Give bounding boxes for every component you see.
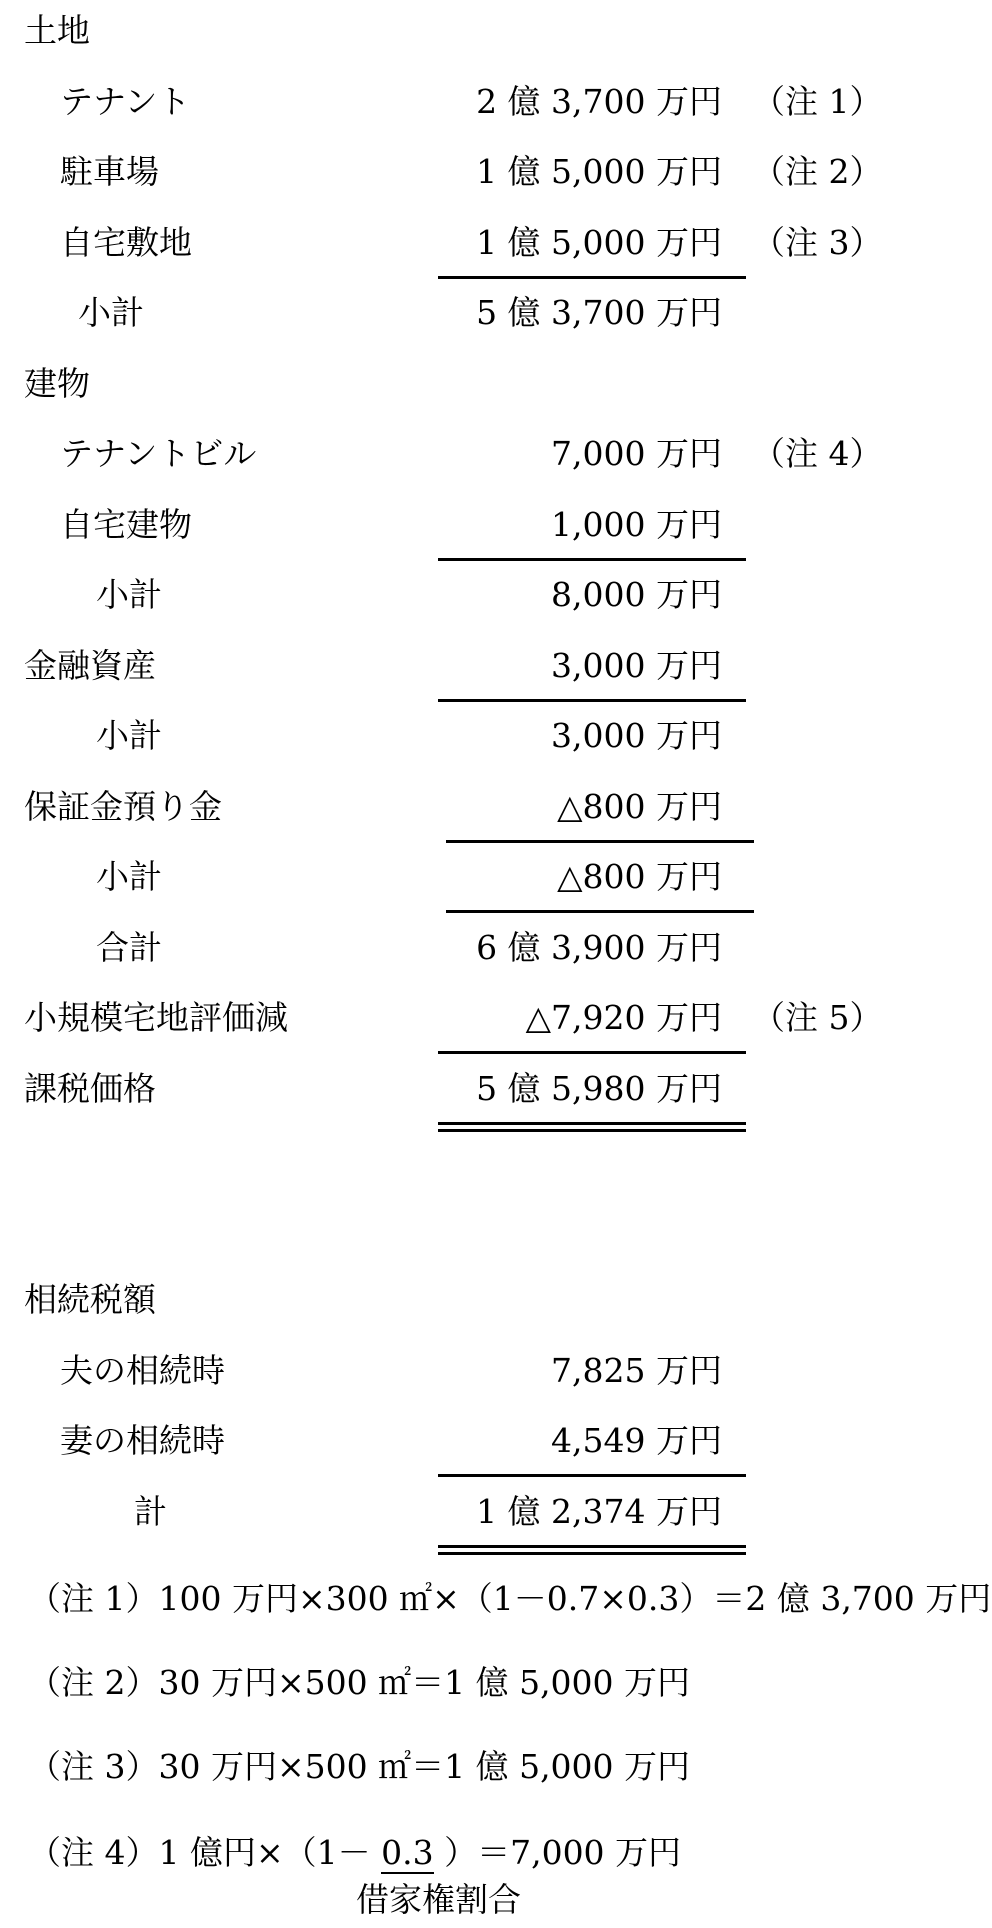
footnote-4-suffix: ）＝7,000 万円 <box>433 1833 682 1872</box>
row-amount: 4,549 万円 <box>551 1421 722 1460</box>
row-label: 小規模宅地評価減 <box>24 998 288 1037</box>
table-row <box>0 635 992 705</box>
row-label: 小計 <box>96 575 162 614</box>
row-label: 合計 <box>96 927 162 967</box>
underline <box>446 910 754 913</box>
footnote-4-rate: 0.3 <box>381 1833 434 1872</box>
row-label: テナントビル <box>60 434 257 473</box>
row-amount: 7,825 万円 <box>551 1350 722 1390</box>
row-amount: 1 億 5,000 万円 <box>476 152 722 191</box>
table-row <box>0 705 992 775</box>
row-amount: 5 億 5,980 万円 <box>476 1068 722 1108</box>
row-label: 保証金預り金 <box>24 786 222 826</box>
footnote-4-caption: 借家権割合 <box>356 1880 521 1919</box>
row-label: 計 <box>134 1491 167 1531</box>
table-row <box>0 1269 992 1339</box>
footnote-4 <box>28 1833 682 1874</box>
table-row <box>0 1058 992 1128</box>
row-amount: 1,000 万円 <box>551 504 722 544</box>
row-note-ref: （注 5） <box>752 998 883 1037</box>
table-row <box>0 846 992 916</box>
row-label: 土地 <box>24 11 90 50</box>
row-label: 駐車場 <box>60 152 159 191</box>
row-label: 夫の相続時 <box>60 1350 225 1390</box>
row-label: 課税価格 <box>24 1068 156 1108</box>
table-row <box>0 141 992 211</box>
row-label: 相続税額 <box>24 1280 156 1319</box>
row-note-ref: （注 3） <box>752 222 883 262</box>
row-label: 小計 <box>96 857 162 896</box>
footnote-1: （注 1）100 万円×300 ㎡×（1－0.7×0.3）＝2 億 3,700 万円 <box>28 1579 992 1618</box>
row-amount: 5 億 3,700 万円 <box>476 293 722 332</box>
footnote-4-prefix: （注 4）1 億円×（1－ <box>28 1833 382 1872</box>
table-row <box>0 212 992 282</box>
row-note-ref: （注 1） <box>752 81 883 121</box>
table-row <box>0 776 992 846</box>
footnote-2: （注 2）30 万円×500 ㎡＝1 億 5,000 万円 <box>28 1663 691 1702</box>
table-row <box>0 564 992 634</box>
row-label: テナント <box>60 81 191 121</box>
table-row <box>0 423 992 493</box>
row-amount: 3,000 万円 <box>551 645 722 685</box>
row-label: 自宅建物 <box>60 504 192 544</box>
table-row <box>0 353 992 423</box>
row-note-ref: （注 2） <box>752 152 883 191</box>
row-label: 小計 <box>78 293 144 332</box>
row-label: 妻の相続時 <box>60 1421 225 1460</box>
row-amount: △800 万円 <box>557 857 722 896</box>
table-row <box>0 0 992 70</box>
underline <box>438 699 746 702</box>
row-label: 建物 <box>24 363 90 403</box>
underline <box>438 558 746 561</box>
underline <box>438 276 746 279</box>
underline <box>438 1051 746 1054</box>
row-label: 小計 <box>96 716 162 755</box>
row-amount: △7,920 万円 <box>525 998 722 1037</box>
underline <box>438 1474 746 1477</box>
row-amount: 2 億 3,700 万円 <box>476 81 722 121</box>
spacer-row <box>0 1128 992 1198</box>
row-amount: 1 億 2,374 万円 <box>476 1491 722 1531</box>
footnote-3: （注 3）30 万円×500 ㎡＝1 億 5,000 万円 <box>28 1747 691 1786</box>
table-row <box>0 71 992 141</box>
table-row <box>0 1410 992 1480</box>
table-row <box>0 917 992 987</box>
table-row <box>0 987 992 1057</box>
row-amount: 7,000 万円 <box>551 434 722 473</box>
table-row <box>0 1340 992 1410</box>
table-row <box>0 282 992 352</box>
row-note-ref: （注 4） <box>752 434 883 473</box>
underline <box>446 840 754 843</box>
table-row <box>0 1481 992 1551</box>
row-amount: 8,000 万円 <box>551 575 722 614</box>
row-amount: 6 億 3,900 万円 <box>476 927 722 967</box>
row-amount: 1 億 5,000 万円 <box>476 222 722 262</box>
row-amount: △800 万円 <box>557 786 722 826</box>
spacer-row <box>0 1199 992 1269</box>
row-label: 金融資産 <box>24 645 156 685</box>
row-amount: 3,000 万円 <box>551 716 722 755</box>
table-row <box>0 494 992 564</box>
double-underline <box>438 1545 746 1555</box>
row-label: 自宅敷地 <box>60 222 192 262</box>
